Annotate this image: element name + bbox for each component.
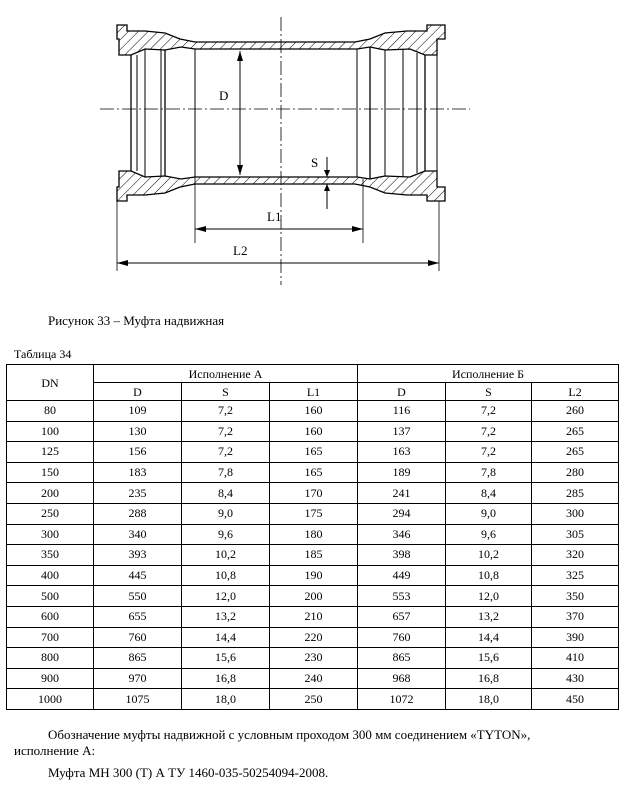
table-cell: 137 bbox=[358, 421, 446, 442]
table-cell: 550 bbox=[94, 586, 182, 607]
spec-table bbox=[6, 364, 619, 710]
table-cell: 18,0 bbox=[446, 689, 532, 710]
table-cell: 14,4 bbox=[446, 627, 532, 648]
table-cell: 7,2 bbox=[182, 401, 270, 422]
dim-label-l2: L2 bbox=[233, 243, 248, 258]
table-row bbox=[7, 421, 619, 442]
table-cell: 300 bbox=[532, 503, 619, 524]
table-cell: 12,0 bbox=[182, 586, 270, 607]
table-cell: 14,4 bbox=[182, 627, 270, 648]
table-cell: 655 bbox=[94, 606, 182, 627]
table-cell: 430 bbox=[532, 668, 619, 689]
table-cell: 760 bbox=[358, 627, 446, 648]
table-cell: 7,8 bbox=[182, 462, 270, 483]
table-cell: 235 bbox=[94, 483, 182, 504]
coupling-drawing bbox=[95, 15, 475, 285]
table-cell: 760 bbox=[94, 627, 182, 648]
table-cell: 800 bbox=[7, 648, 94, 669]
table-cell: 970 bbox=[94, 668, 182, 689]
table-cell: 220 bbox=[270, 627, 358, 648]
table-cell: 10,2 bbox=[446, 545, 532, 566]
table-cell: 500 bbox=[7, 586, 94, 607]
note-line-1: Обозначение муфты надвижной с условным проходом 300 мм соединением «TYTON», bbox=[48, 727, 531, 742]
table-cell: 288 bbox=[94, 503, 182, 524]
table-cell: 230 bbox=[270, 648, 358, 669]
header-group-a: Исполнение А bbox=[94, 365, 358, 383]
table-cell: 865 bbox=[94, 648, 182, 669]
header-col: L2 bbox=[532, 383, 619, 401]
table-row bbox=[7, 442, 619, 463]
header-col: S bbox=[182, 383, 270, 401]
table-cell: 116 bbox=[358, 401, 446, 422]
note-line-2: исполнение А: bbox=[14, 743, 96, 758]
table-cell: 865 bbox=[358, 648, 446, 669]
table-cell: 8,4 bbox=[182, 483, 270, 504]
table-cell: 189 bbox=[358, 462, 446, 483]
table-cell: 305 bbox=[532, 524, 619, 545]
table-cell: 900 bbox=[7, 668, 94, 689]
table-row bbox=[7, 689, 619, 710]
table-cell: 700 bbox=[7, 627, 94, 648]
table-cell: 968 bbox=[358, 668, 446, 689]
table-cell: 346 bbox=[358, 524, 446, 545]
table-cell: 13,2 bbox=[182, 606, 270, 627]
table-row bbox=[7, 545, 619, 566]
table-cell: 80 bbox=[7, 401, 94, 422]
table-cell: 175 bbox=[270, 503, 358, 524]
table-cell: 7,2 bbox=[182, 442, 270, 463]
table-cell: 15,6 bbox=[446, 648, 532, 669]
table-cell: 265 bbox=[532, 421, 619, 442]
table-cell: 185 bbox=[270, 545, 358, 566]
table-cell: 600 bbox=[7, 606, 94, 627]
dim-label-l1: L1 bbox=[267, 209, 282, 224]
table-cell: 450 bbox=[532, 689, 619, 710]
table-cell: 15,6 bbox=[182, 648, 270, 669]
table-cell: 9,6 bbox=[446, 524, 532, 545]
table-row bbox=[7, 627, 619, 648]
table-cell: 241 bbox=[358, 483, 446, 504]
table-cell: 163 bbox=[358, 442, 446, 463]
table-cell: 160 bbox=[270, 401, 358, 422]
table-cell: 449 bbox=[358, 565, 446, 586]
table-cell: 200 bbox=[270, 586, 358, 607]
designation-example: Муфта МН 300 (Т) А ТУ 1460-035-50254094-2008. bbox=[48, 765, 329, 780]
table-cell: 370 bbox=[532, 606, 619, 627]
table-row bbox=[7, 586, 619, 607]
table-cell: 1072 bbox=[358, 689, 446, 710]
table-cell: 300 bbox=[7, 524, 94, 545]
designation-note bbox=[14, 727, 614, 759]
table-cell: 8,4 bbox=[446, 483, 532, 504]
table-cell: 180 bbox=[270, 524, 358, 545]
table-row bbox=[7, 462, 619, 483]
table-cell: 150 bbox=[7, 462, 94, 483]
table-cell: 325 bbox=[532, 565, 619, 586]
table-cell: 210 bbox=[270, 606, 358, 627]
table-cell: 280 bbox=[532, 462, 619, 483]
header-dn: DN bbox=[7, 365, 94, 401]
table-cell: 7,2 bbox=[182, 421, 270, 442]
table-cell: 7,2 bbox=[446, 401, 532, 422]
table-cell: 13,2 bbox=[446, 606, 532, 627]
table-cell: 100 bbox=[7, 421, 94, 442]
table-cell: 130 bbox=[94, 421, 182, 442]
table-cell: 183 bbox=[94, 462, 182, 483]
table-cell: 390 bbox=[532, 627, 619, 648]
table-row bbox=[7, 606, 619, 627]
table-cell: 260 bbox=[532, 401, 619, 422]
table-row bbox=[7, 668, 619, 689]
table-cell: 340 bbox=[94, 524, 182, 545]
header-col: S bbox=[446, 383, 532, 401]
table-cell: 9,0 bbox=[446, 503, 532, 524]
table-cell: 9,6 bbox=[182, 524, 270, 545]
table-cell: 18,0 bbox=[182, 689, 270, 710]
table-cell: 1000 bbox=[7, 689, 94, 710]
table-cell: 553 bbox=[358, 586, 446, 607]
table-cell: 7,2 bbox=[446, 442, 532, 463]
table-cell: 1075 bbox=[94, 689, 182, 710]
table-row bbox=[7, 401, 619, 422]
table-cell: 12,0 bbox=[446, 586, 532, 607]
table-cell: 16,8 bbox=[182, 668, 270, 689]
dim-label-d: D bbox=[219, 88, 229, 103]
table-cell: 170 bbox=[270, 483, 358, 504]
header-group-b: Исполнение Б bbox=[358, 365, 619, 383]
table-cell: 285 bbox=[532, 483, 619, 504]
table-cell: 7,8 bbox=[446, 462, 532, 483]
header-col: L1 bbox=[270, 383, 358, 401]
table-row bbox=[7, 483, 619, 504]
header-col: D bbox=[94, 383, 182, 401]
table-cell: 165 bbox=[270, 442, 358, 463]
table-cell: 10,8 bbox=[446, 565, 532, 586]
table-cell: 250 bbox=[270, 689, 358, 710]
table-cell: 400 bbox=[7, 565, 94, 586]
table-body bbox=[7, 401, 619, 710]
table-cell: 156 bbox=[94, 442, 182, 463]
dim-label-s: S bbox=[311, 155, 319, 170]
table-cell: 125 bbox=[7, 442, 94, 463]
figure-caption: Рисунок 33 – Муфта надвижная bbox=[48, 313, 225, 328]
table-cell: 190 bbox=[270, 565, 358, 586]
table-cell: 109 bbox=[94, 401, 182, 422]
table-cell: 398 bbox=[358, 545, 446, 566]
table-cell: 265 bbox=[532, 442, 619, 463]
table-cell: 320 bbox=[532, 545, 619, 566]
table-cell: 7,2 bbox=[446, 421, 532, 442]
header-col: D bbox=[358, 383, 446, 401]
table-row bbox=[7, 524, 619, 545]
table-cell: 294 bbox=[358, 503, 446, 524]
table-cell: 657 bbox=[358, 606, 446, 627]
table-cell: 200 bbox=[7, 483, 94, 504]
table-cell: 350 bbox=[7, 545, 94, 566]
table-cell: 10,8 bbox=[182, 565, 270, 586]
table-cell: 250 bbox=[7, 503, 94, 524]
table-cell: 410 bbox=[532, 648, 619, 669]
table-cell: 240 bbox=[270, 668, 358, 689]
table-row bbox=[7, 503, 619, 524]
table-row bbox=[7, 565, 619, 586]
table-cell: 165 bbox=[270, 462, 358, 483]
table-cell: 9,0 bbox=[182, 503, 270, 524]
table-cell: 445 bbox=[94, 565, 182, 586]
table-row bbox=[7, 648, 619, 669]
table-cell: 16,8 bbox=[446, 668, 532, 689]
table-cell: 350 bbox=[532, 586, 619, 607]
table-cell: 160 bbox=[270, 421, 358, 442]
table-cell: 393 bbox=[94, 545, 182, 566]
table-title: Таблица 34 bbox=[14, 347, 72, 361]
table-cell: 10,2 bbox=[182, 545, 270, 566]
